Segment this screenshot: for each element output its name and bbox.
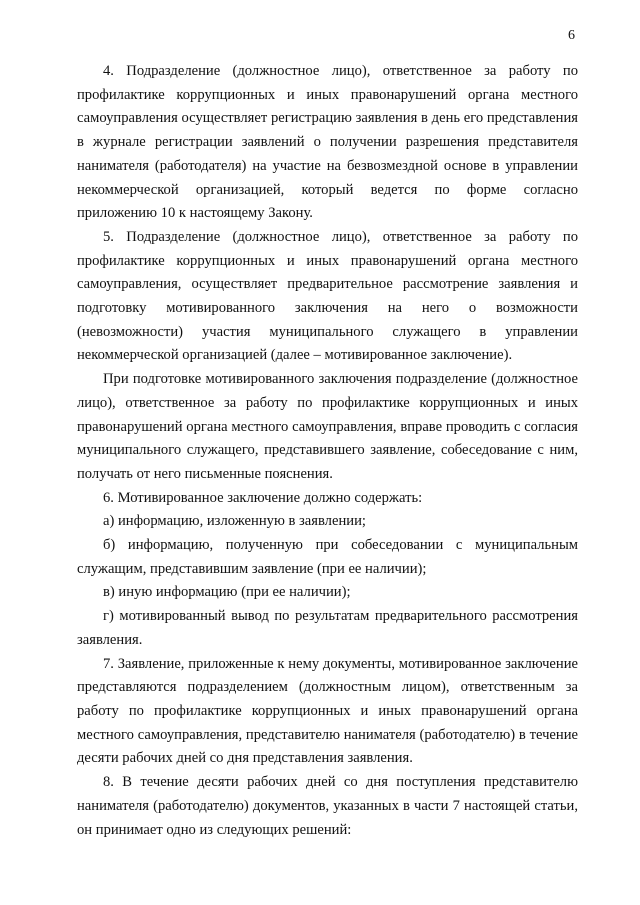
paragraph-item-6: 6. Мотивированное заключение должно содержать: bbox=[103, 489, 423, 506]
paragraph-item-4: 4. Подразделение (должностное лицо), ответственное за работу по профилактике коррупционных и иных правонарушений органа местного самоуправления осуществляет регистрацию заявления в день его представления в журнале регистрации заявлений о получении разрешения представителя нанимателя (работодателя) на участие на безвозмездной основе в управлении некоммерческой организацией, который ведется по форме согласно приложению 10 к настоящему Закону. bbox=[77, 63, 578, 222]
subitem-d: г) мотивированный вывод по результатам предварительного рассмотрения заявления. bbox=[77, 608, 578, 648]
subitem-a: а) информацию, изложенную в заявлении; bbox=[103, 513, 366, 530]
page-number: 6 bbox=[568, 28, 575, 43]
subitem-b: б) информацию, полученную при собеседовании с муниципальным служащим, представившим заявление (при ее наличии); bbox=[77, 537, 578, 577]
subitem-c: в) иную информацию (при ее наличии); bbox=[103, 584, 351, 601]
paragraph-item-8: 8. В течение десяти рабочих дней со дня поступления представителю нанимателя (работодателю) документов, указанных в части 7 настоящей статьи, он принимает одно из следующих решений: bbox=[77, 774, 578, 838]
paragraph-preparation: При подготовке мотивированного заключения подразделение (должностное лицо), ответственное за работу по профилактике коррупционных и иных правонарушений органа местного самоуправления, вправе проводить с согласия муниципального служащего, представившего заявление, собеседование с ним, получать от него письменные пояснения. bbox=[77, 371, 578, 482]
document-body bbox=[77, 60, 578, 842]
paragraph-item-5: 5. Подразделение (должностное лицо), ответственное за работу по профилактике коррупционных и иных правонарушений органа местного самоуправления, осуществляет предварительное рассмотрение заявления и подготовку мотивированного заключения на него о возможности (невозможности) участия муниципального служащего в управлении некоммерческой организацией (далее – мотивированное заключение). bbox=[77, 228, 578, 364]
paragraph-item-7: 7. Заявление, приложенные к нему документы, мотивированное заключение представляются подразделением (должностным лицом), ответственным за работу по профилактике коррупционных и иных правонарушений органа местного самоуправления, представителю нанимателя (работодателю) в течение десяти рабочих дней со дня представления заявления. bbox=[77, 655, 578, 767]
